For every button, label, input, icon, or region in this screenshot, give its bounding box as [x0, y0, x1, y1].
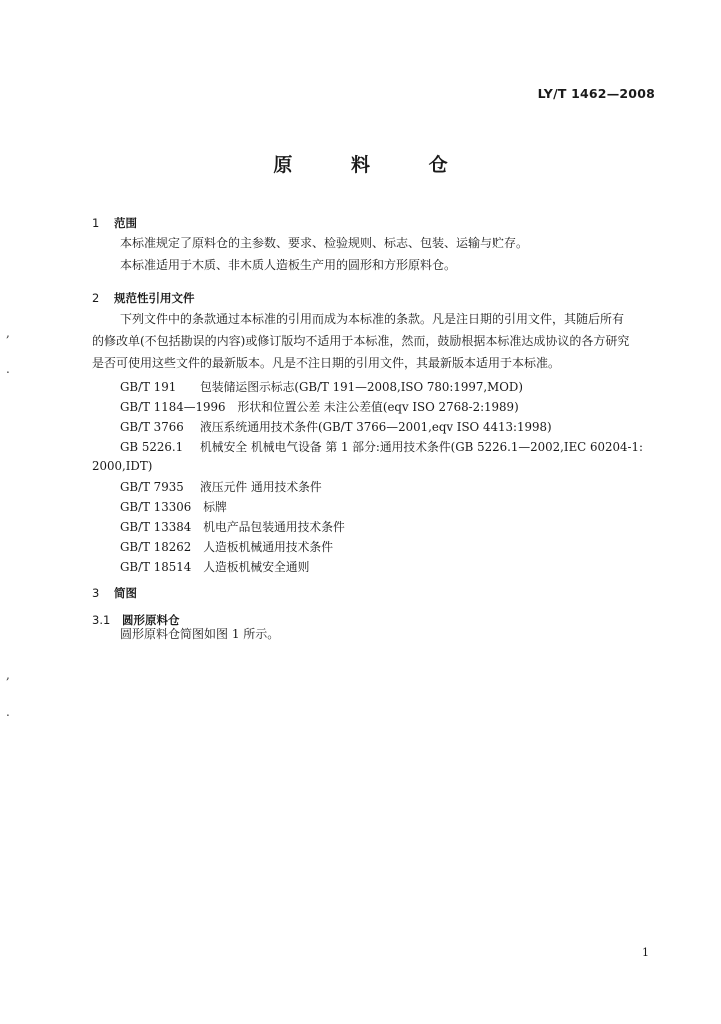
paragraph: 本标准规定了原料仓的主参数、要求、检验规则、标志、包装、运输与贮存。 [120, 236, 529, 250]
section-title: 简图 [114, 586, 137, 600]
paragraph: 是否可使用这些文件的最新版本。凡是不注日期的引用文件，其最新版本适用于本标准。 [92, 356, 561, 370]
document-title: 原 料 仓 [273, 154, 474, 176]
reference-title: 人造板机械通用技术条件 [203, 540, 333, 554]
reference-title: 标牌 [203, 500, 227, 514]
reference-code: GB/T 13384 [120, 520, 192, 534]
section-title: 圆形原料仓 [122, 613, 180, 627]
reference-item [120, 378, 523, 395]
reference-item [120, 518, 345, 535]
reference-item [120, 418, 552, 435]
reference-code: GB/T 18262 [120, 540, 192, 554]
section-title: 规范性引用文件 [114, 291, 195, 305]
reference-code: GB/T 13306 [120, 500, 192, 514]
reference-item [120, 398, 519, 415]
paragraph: 本标准适用于木质、非木质人造板生产用的圆形和方形原料仓。 [120, 258, 457, 272]
reference-item [120, 438, 643, 455]
paragraph: 圆形原料仓简图如图 1 所示。 [120, 627, 280, 641]
reference-item [120, 498, 227, 515]
reference-title: 液压系统通用技术条件(GB/T 3766—2001,eqv ISO 4413:1998) [200, 420, 552, 434]
scan-mark: . [6, 705, 10, 719]
reference-code: GB/T 7935 [120, 480, 184, 494]
reference-code: GB 5226.1 [120, 440, 184, 454]
reference-title: 形状和位置公差 未注公差值(eqv ISO 2768-2:1989) [237, 400, 519, 414]
reference-code: GB/T 3766 [120, 420, 184, 434]
section-number: 2 [92, 291, 100, 305]
scan-mark: , [6, 326, 10, 340]
reference-code: GB/T 191 [120, 380, 177, 394]
reference-code: GB/T 1184—1996 [120, 400, 226, 414]
reference-item-continuation [92, 459, 152, 473]
page-number: 1 [642, 946, 649, 959]
reference-item [120, 538, 333, 555]
paragraph: 下列文件中的条款通过本标准的引用而成为本标准的条款。凡是注日期的引用文件，其随后所有 [120, 312, 625, 326]
reference-item [120, 558, 309, 575]
reference-title: 人造板机械安全通则 [203, 560, 310, 574]
scan-mark: . [6, 362, 10, 376]
section-number: 1 [92, 216, 100, 230]
reference-title: 机电产品包装通用技术条件 [203, 520, 345, 534]
section-3-heading [92, 585, 137, 601]
section-2-heading [92, 290, 195, 306]
reference-title: 包装储运图示标志(GB/T 191—2008,ISO 780:1997,MOD) [200, 380, 523, 394]
reference-title: 液压元件 通用技术条件 [200, 480, 322, 494]
section-number: 3 [92, 586, 100, 600]
reference-title: 机械安全 机械电气设备 第 1 部分:通用技术条件(GB 5226.1—2002,IEC 60204-1: [200, 440, 643, 454]
reference-item [120, 478, 322, 495]
reference-title: 2000,IDT) [92, 459, 153, 473]
section-title: 范围 [114, 216, 137, 230]
section-1-heading [92, 215, 137, 231]
paragraph: 的修改单(不包括勘误的内容)或修订版均不适用于本标准，然而，鼓励根据本标准达成协议的各方研究 [92, 334, 630, 348]
section-number: 3.1 [92, 613, 111, 627]
standard-number: LY/T 1462—2008 [537, 86, 655, 101]
scan-mark: , [6, 668, 10, 682]
reference-code: GB/T 18514 [120, 560, 192, 574]
